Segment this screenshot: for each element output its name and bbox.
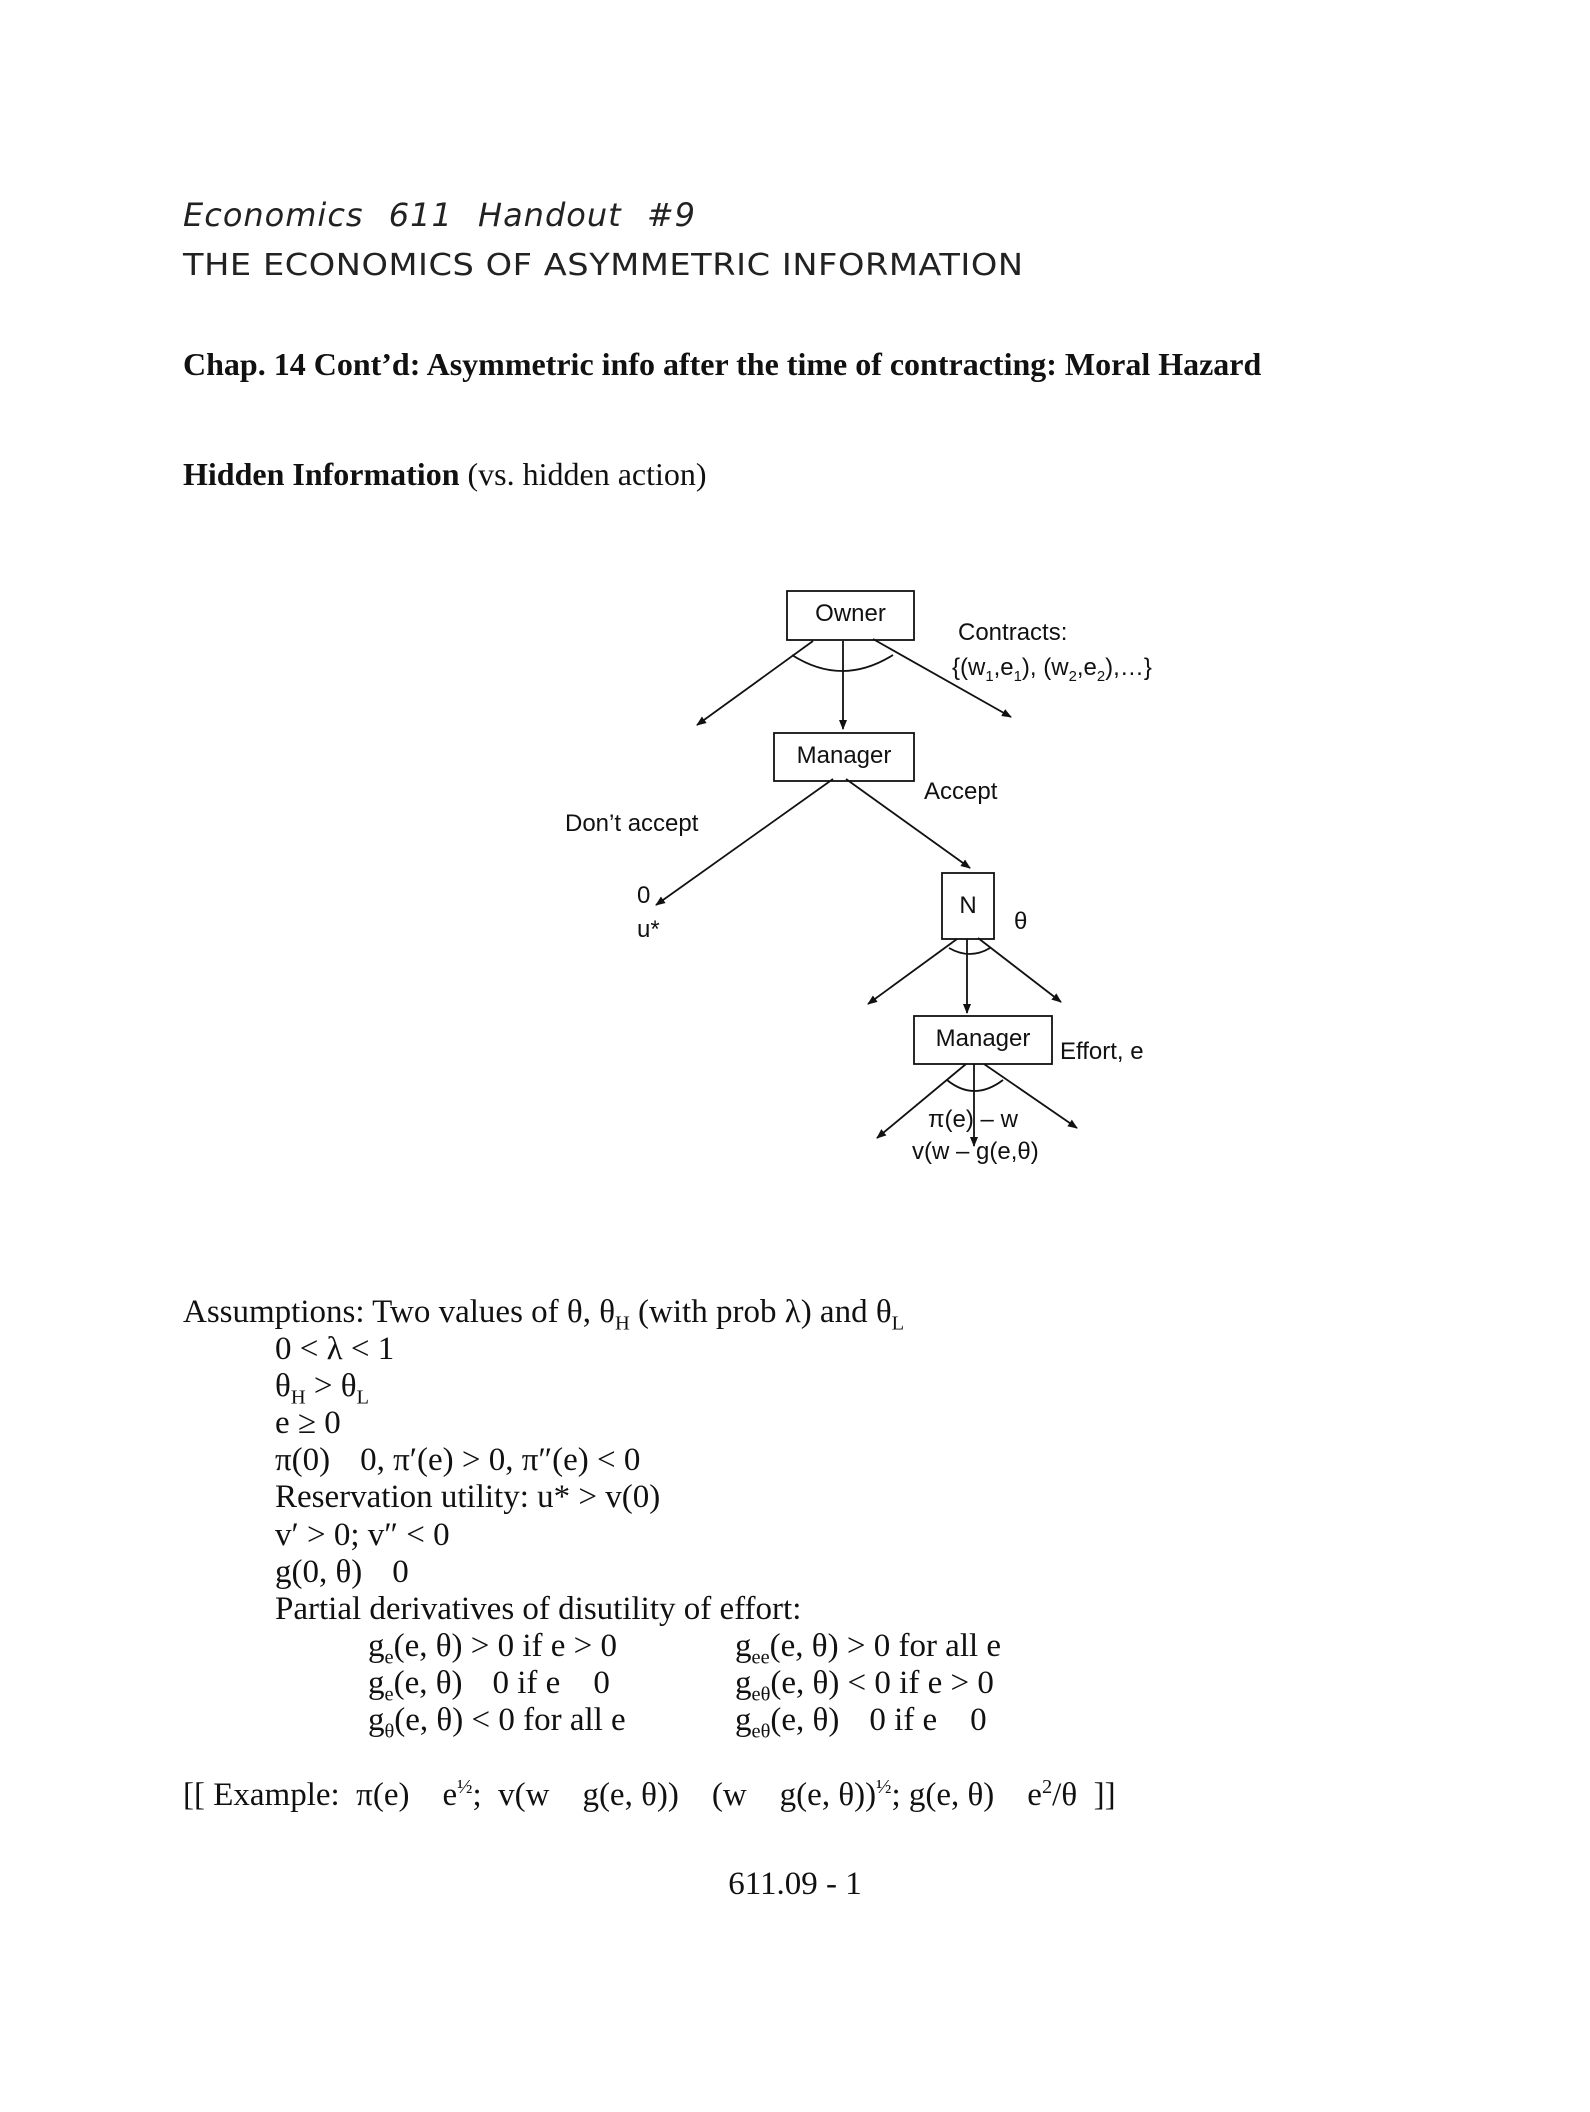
contracts-set-label: {$(w_1,e_1)$, $(w_2,e_2),\dots$} bbox=[952, 654, 1152, 685]
assumption-lambda: 0 < λ < 1 bbox=[275, 1331, 395, 1367]
assumption-utility: v′ > 0; v″ < 0 bbox=[275, 1517, 450, 1553]
owner-node-label: Owner bbox=[815, 600, 886, 627]
reject-branch bbox=[656, 779, 833, 905]
document-title: THE ECONOMICS OF ASYMMETRIC INFORMATION bbox=[183, 248, 1024, 283]
page-number: 611.09 - 1 bbox=[728, 1866, 862, 1902]
reject-payoff-manager: u* bbox=[637, 916, 660, 943]
assumptions-intro: Assumptions: Two values of θ, $\theta_H$ (with prob λ) and $\theta_L$ bbox=[183, 1294, 905, 1335]
course-title: Economics 611 Handout #9 bbox=[183, 196, 697, 234]
nature-branch-right bbox=[978, 938, 1061, 1002]
effort-label: Effort, e bbox=[1060, 1038, 1144, 1065]
partials-heading: Partial derivatives of disutility of effort: bbox=[275, 1591, 802, 1627]
example-line: [[ Example: π(e) $e^{\frac{1}{2}}$; v(w g(e, θ)) (w g(e, θ))$^{\frac{1}{2}}$; g(e, θ) $e^2/\theta$ ]] bbox=[183, 1776, 1116, 1813]
section-title-bold: Hidden Information bbox=[183, 456, 460, 492]
partial-right-1: $g_{ee}(e$, θ) > 0 for all e bbox=[735, 1628, 1002, 1669]
assumption-effort: e ≥ 0 bbox=[275, 1405, 341, 1441]
nature-choice-arc bbox=[949, 948, 990, 954]
theta-label: θ bbox=[1014, 908, 1028, 935]
accept-label: Accept bbox=[924, 778, 998, 805]
chapter-heading: Chap. 14 Cont’d: Asymmetric info after the time of contracting: Moral Hazard bbox=[183, 346, 1262, 382]
partial-left-1: $g_e(e$, θ) > 0 if e > 0 bbox=[368, 1628, 618, 1669]
dont-accept-label: Don’t accept bbox=[565, 810, 699, 837]
nature-branch-left bbox=[868, 939, 957, 1004]
reject-payoff-owner: 0 bbox=[637, 882, 651, 909]
partial-left-2: $g_e(e$, θ) 0 if e 0 bbox=[368, 1665, 610, 1706]
partial-left-3: $g_\theta(e$, θ) < 0 for all e bbox=[368, 1702, 626, 1743]
section-title-rest: (vs. hidden action) bbox=[459, 456, 707, 492]
nature-node-label: N bbox=[959, 892, 977, 919]
effort-choice-arc bbox=[947, 1080, 1003, 1091]
assumption-disutility-zero: g(0, θ) 0 bbox=[275, 1554, 409, 1590]
partial-right-3: $g_{e\theta}(e$, θ) 0 if e 0 bbox=[735, 1702, 987, 1743]
payoff-owner: π(e) – w bbox=[928, 1106, 1018, 1133]
contracts-label: Contracts: bbox=[958, 619, 1068, 646]
partial-right-2: $g_{e\theta}(e$, θ) < 0 if e > 0 bbox=[735, 1665, 994, 1706]
manager1-node-label: Manager bbox=[796, 742, 892, 769]
assumption-theta-order: $\theta_H > \theta_L$ bbox=[275, 1368, 369, 1409]
assumption-reservation: Reservation utility: u* > v(0) bbox=[275, 1479, 661, 1515]
assumption-profit: π(0) 0, π′(e) > 0, π″(e) < 0 bbox=[275, 1442, 641, 1478]
payoff-manager: v(w – g(e,θ) bbox=[912, 1138, 1039, 1165]
manager2-node-label: Manager bbox=[935, 1025, 1031, 1052]
owner-branch-left bbox=[697, 641, 813, 725]
